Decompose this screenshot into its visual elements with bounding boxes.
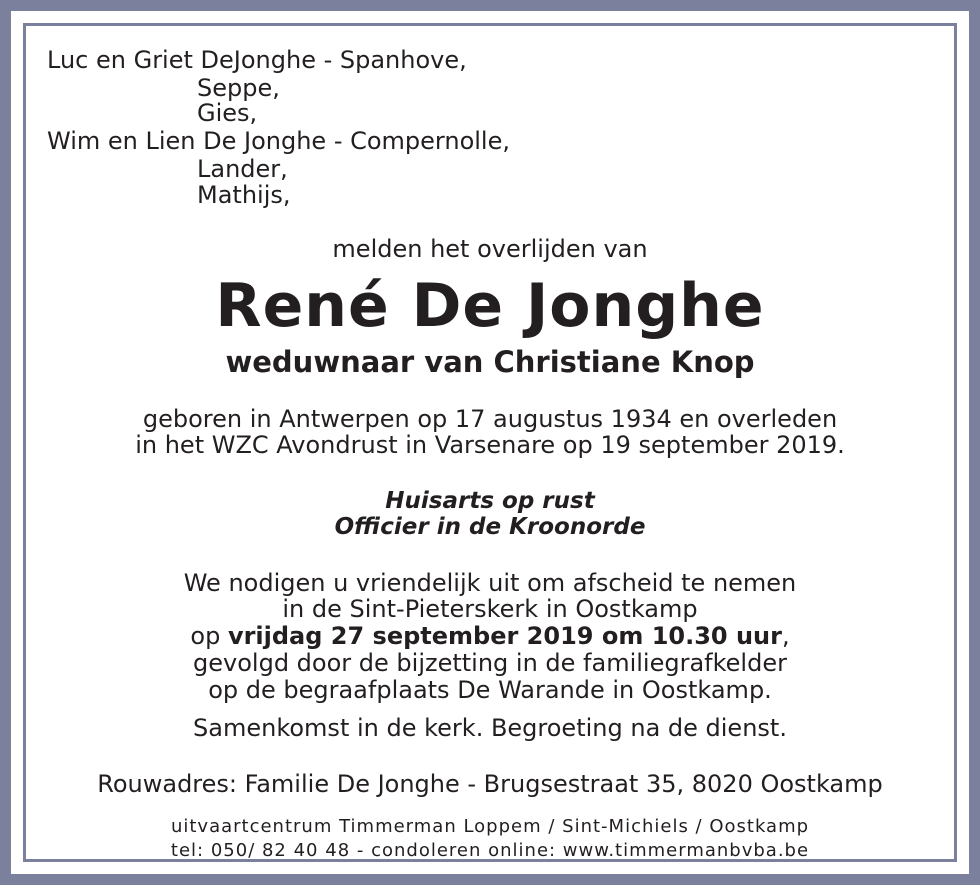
service-datetime: vrijdag 27 september 2019 om 10.30 uur [227, 622, 782, 650]
birth-line-2: in het WZC Avondrust in Varsenare op 19 september 2019. [135, 431, 845, 459]
family-line-6: Mathijs, [197, 181, 291, 209]
family-line-2: Seppe, [197, 74, 280, 102]
contact-line: tel: 050/ 82 40 48 - condoleren online: www.timmermanbvba.be [170, 840, 810, 861]
family-line-3: Gies, [197, 99, 258, 127]
deceased-name: René De Jonghe [215, 271, 765, 341]
invite-line-3-post: , [781, 622, 790, 650]
family-line-5: Lander, [197, 155, 288, 183]
invite-line-3-pre: op [190, 622, 228, 650]
family-line-4: Wim en Lien De Jonghe - Compernolle, [47, 127, 510, 155]
invite-line-2: in de Sint-Pieterskerk in Oostkamp [282, 595, 698, 623]
mourning-address: Rouwadres: Familie De Jonghe - Brugsestraat 35, 8020 Oostkamp [97, 770, 883, 798]
announcement: melden het overlijden van [332, 235, 648, 263]
invite-line-1: We nodigen u vriendelijk uit om afscheid te nemen [183, 569, 797, 597]
title-line-1: Huisarts op rust [385, 488, 595, 514]
family-line-1: Luc en Griet DeJonghe - Spanhove, [47, 46, 467, 74]
widower-line: weduwnaar van Christiane Knop [225, 345, 755, 379]
notice-inner-border [23, 23, 957, 862]
invite-line-3 [26, 624, 954, 648]
title-line-2: Officier in de Kroonorde [334, 514, 646, 540]
funeral-home-line: uitvaartcentrum Timmerman Loppem / Sint-Michiels / Oostkamp [170, 816, 810, 837]
birth-line-1: geboren in Antwerpen op 17 augustus 1934 en overleden [142, 405, 838, 433]
gathering-line: Samenkomst in de kerk. Begroeting na de dienst. [193, 714, 787, 742]
invite-line-5: op de begraafplaats De Warande in Oostkamp. [208, 676, 772, 704]
invite-line-4: gevolgd door de bijzetting in de familiegrafkelder [193, 649, 787, 677]
notice-frame [11, 11, 969, 874]
